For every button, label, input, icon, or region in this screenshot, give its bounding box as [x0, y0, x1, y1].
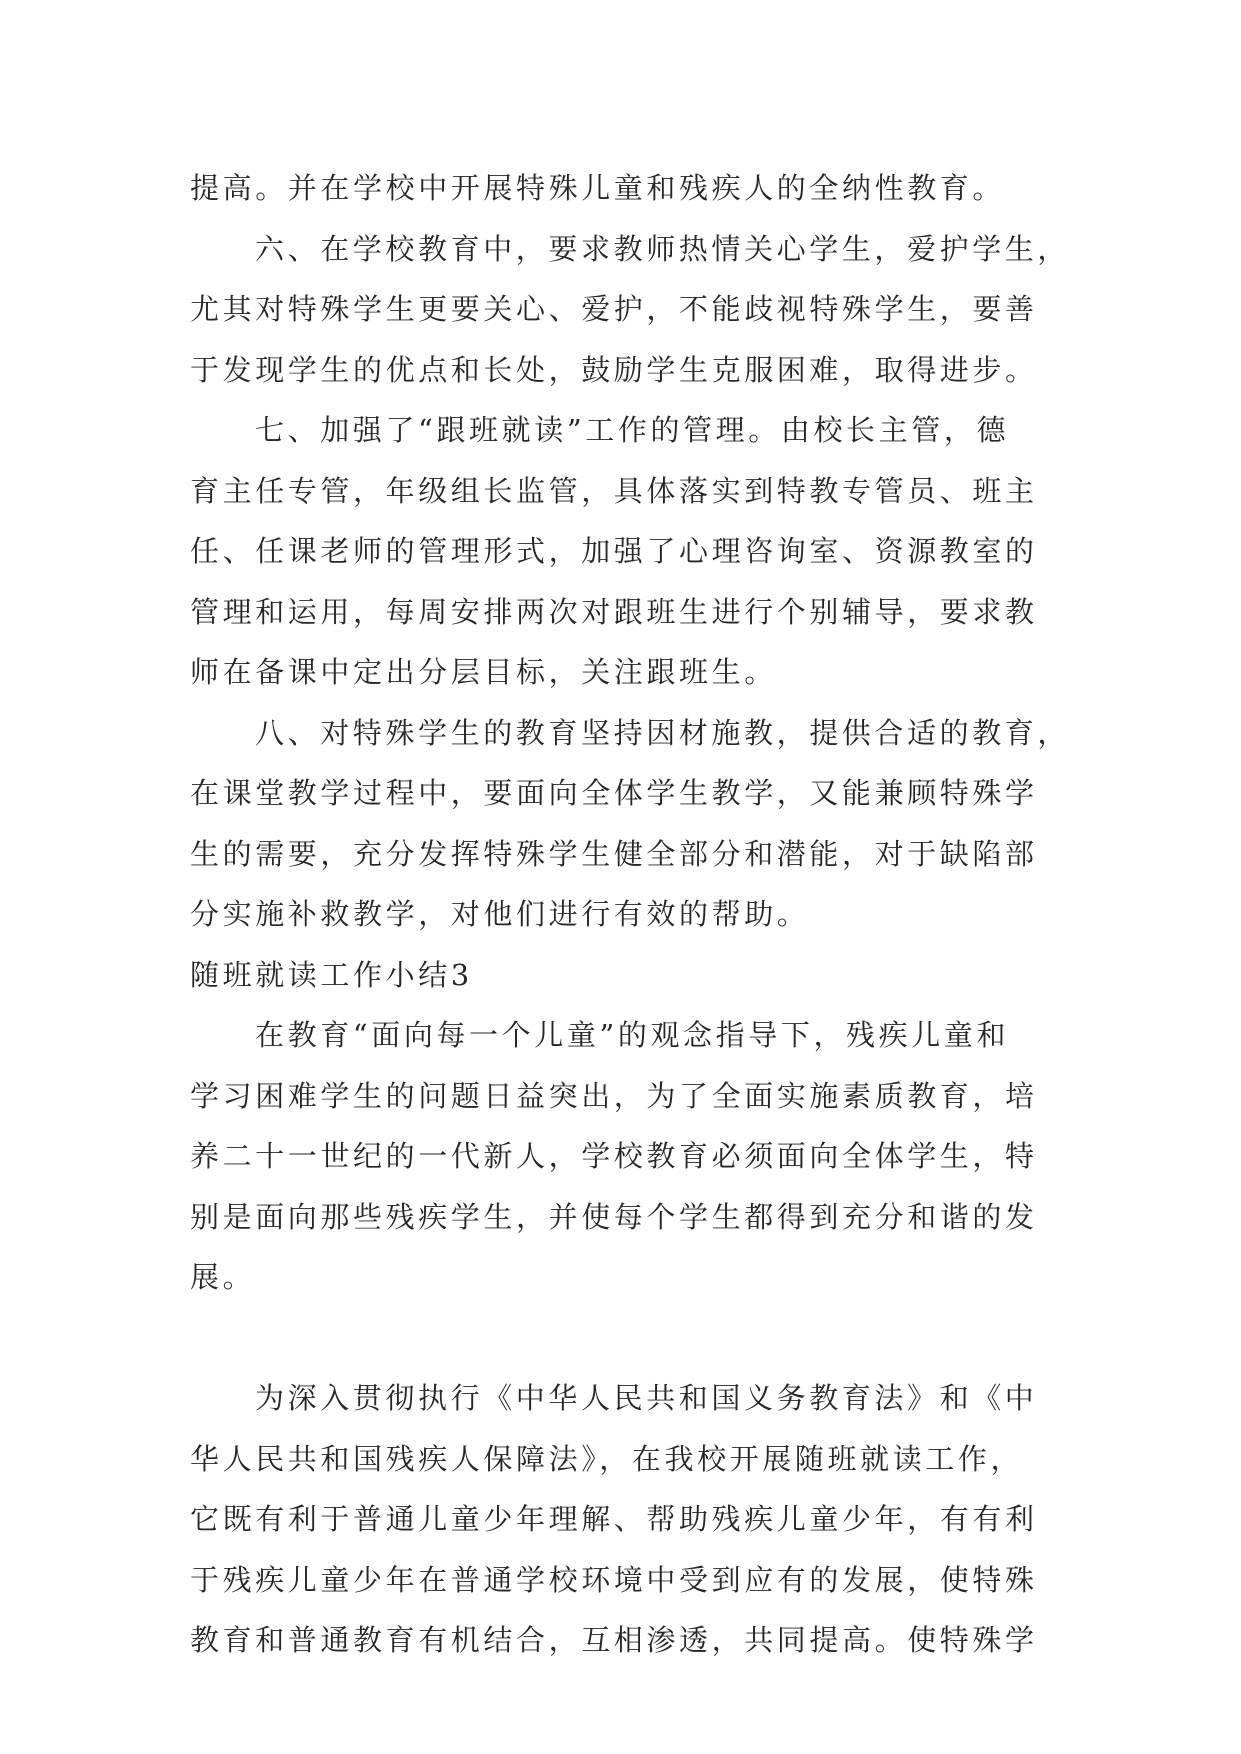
text-line: 它既有利于普通儿童少年理解、帮助残疾儿童少年，有有利 [190, 1502, 1038, 1536]
document-body [190, 158, 1071, 1671]
text-line: 华人民共和国残疾人保障法》，在我校开展随班就读工作， [190, 1441, 1024, 1476]
text-line: 在教育“面向每一个儿童”的观念指导下，残疾儿童和 [255, 1018, 1010, 1052]
text-line: 别是面向那些残疾学生，并使每个学生都得到充分和谐的发 [190, 1199, 1038, 1234]
text-line: 任、任课老师的管理形式，加强了心理咨询室、资源教室的 [190, 534, 1038, 568]
text-line: 教育和普通教育有机结合，互相渗透，共同提高。使特殊学 [190, 1623, 1038, 1657]
text-line: 尤其对特殊学生更要关心、爱护，不能歧视特殊学生，要善 [190, 292, 1038, 326]
text-line: 七、加强了“跟班就读”工作的管理。由校长主管，德 [255, 413, 1010, 447]
text-line: 展。 [190, 1260, 256, 1294]
text-line: 分实施补救教学，对他们进行有效的帮助。 [190, 897, 810, 931]
text-line: 师在备课中定出分层目标，关注跟班生。 [190, 655, 777, 689]
text-line: 在课堂教学过程中，要面向全体学生教学，又能兼顾特殊学 [190, 776, 1038, 810]
text-line: 六、在学校教育中，要求教师热情关心学生，爱护学生， [255, 231, 1071, 266]
text-line: 学习困难学生的问题日益突出，为了全面实施素质教育，培 [190, 1078, 1038, 1113]
text-line: 育主任专管，年级组长监管，具体落实到特教专管员、班主 [190, 473, 1038, 508]
text-line [190, 1308, 1060, 1369]
text-line: 八、对特殊学生的教育坚持因材施教，提供合适的教育， [255, 715, 1071, 750]
text-line: 生的需要，充分发挥特殊学生健全部分和潜能，对于缺陷部 [190, 836, 1038, 871]
text-line: 养二十一世纪的一代新人，学校教育必须面向全体学生，特 [190, 1139, 1038, 1173]
text-line: 提高。并在学校中开展特殊儿童和残疾人的全纳性教育。 [190, 171, 1006, 205]
text-line: 于发现学生的优点和长处，鼓励学生克服困难，取得进步。 [190, 352, 1038, 387]
text-line: 为深入贯彻执行《中华人民共和国义务教育法》和《中 [255, 1381, 1038, 1415]
text-line: 于残疾儿童少年在普通学校环境中受到应有的发展，使特殊 [190, 1562, 1038, 1597]
text-line: 随班就读工作小结3 [190, 957, 473, 992]
text-line: 管理和运用，每周安排两次对跟班生进行个别辅导，要求教 [190, 594, 1038, 629]
